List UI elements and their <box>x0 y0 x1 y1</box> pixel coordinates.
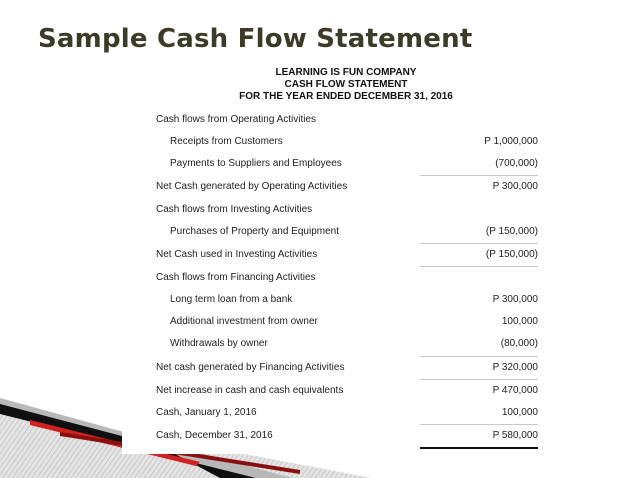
row-long-term-loan <box>156 289 538 311</box>
row-label: Payments to Suppliers and Employees <box>170 158 342 169</box>
cash-flow-statement-document <box>122 62 550 454</box>
row-label: Cash, December 31, 2016 <box>156 430 273 441</box>
row-label: Long term loan from a bank <box>170 294 293 305</box>
row-amount: 100,000 <box>501 316 538 327</box>
row-financing-heading <box>156 267 538 289</box>
company-name: LEARNING IS FUN COMPANY <box>275 67 417 78</box>
row-label: Cash, January 1, 2016 <box>156 407 257 418</box>
report-name: CASH FLOW STATEMENT <box>284 79 408 90</box>
row-label: Net cash generated by Financing Activities <box>156 362 345 373</box>
report-period: FOR THE YEAR ENDED DECEMBER 31, 2016 <box>239 91 453 102</box>
row-additional-investment <box>156 311 538 333</box>
row-receipts-from-customers <box>156 131 538 153</box>
row-amount: P 580,000 <box>492 430 538 441</box>
row-payments-to-suppliers <box>156 153 538 175</box>
row-cash-beginning <box>156 402 538 424</box>
row-amount: P 320,000 <box>492 362 538 373</box>
row-amount: (P 150,000) <box>485 249 538 260</box>
row-amount: (700,000) <box>495 158 538 169</box>
row-amount: (P 150,000) <box>485 226 538 237</box>
row-amount: P 1,000,000 <box>484 136 538 147</box>
row-net-financing <box>156 357 538 379</box>
row-amount: P 300,000 <box>492 294 538 305</box>
row-amount: P 470,000 <box>492 385 538 396</box>
row-net-increase <box>156 380 538 402</box>
row-withdrawals <box>156 333 538 355</box>
row-label: Withdrawals by owner <box>170 338 268 349</box>
row-label: Cash flows from Financing Activities <box>156 272 316 283</box>
slide-title: Sample Cash Flow Statement <box>38 24 473 54</box>
row-purchases-property <box>156 221 538 243</box>
row-label: Cash flows from Operating Activities <box>156 114 317 125</box>
row-label: Receipts from Customers <box>170 136 283 147</box>
row-investing-heading <box>156 199 538 221</box>
row-cash-ending <box>156 425 538 447</box>
row-label: Net increase in cash and cash equivalents <box>156 385 344 396</box>
row-label: Purchases of Property and Equipment <box>170 226 339 237</box>
row-net-investing <box>156 244 538 266</box>
row-label: Net Cash generated by Operating Activities <box>156 181 348 192</box>
row-amount: 100,000 <box>501 407 538 418</box>
statement-header <box>122 67 570 103</box>
total-double-rule <box>420 447 538 449</box>
row-net-operating <box>156 176 538 198</box>
row-amount: (80,000) <box>500 338 538 349</box>
row-label: Additional investment from owner <box>170 316 318 327</box>
row-amount: P 300,000 <box>492 181 538 192</box>
row-label: Net Cash used in Investing Activities <box>156 249 318 260</box>
row-operating-heading <box>156 109 538 131</box>
row-label: Cash flows from Investing Activities <box>156 204 313 215</box>
